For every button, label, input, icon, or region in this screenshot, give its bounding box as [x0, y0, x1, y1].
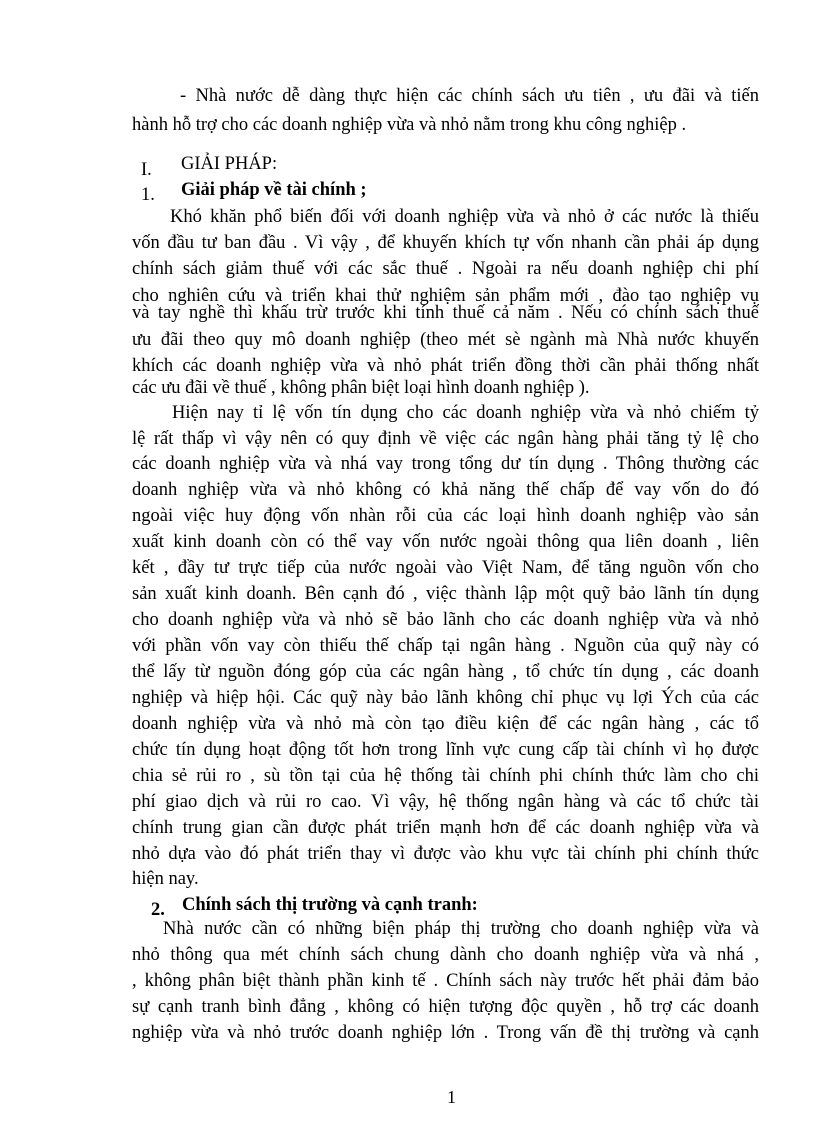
paragraph-line: các ưu đãi về thuế , không phân biệt loại hình doanh nghiệp ).: [132, 378, 590, 398]
intro-line: hành hỗ trợ cho các doanh nghiệp vừa và nhỏ nằm trong khu công nghiệp .: [132, 115, 687, 135]
paragraph-line: chính trung gian cần được phát triển mạnh hơn để các doanh nghiệp vừa và: [132, 818, 759, 838]
paragraph-line: lệ rất thấp vì vậy nên có quy định về việc các ngân hàng phải tăng tỷ lệ cho: [132, 429, 759, 449]
page-number: 1: [447, 1087, 456, 1107]
paragraph-line: sự cạnh tranh bình đẳng , không có hiện tượng độc quyền , hỗ trợ các doanh: [132, 997, 759, 1017]
intro-line: - Nhà nước dễ dàng thực hiện các chính sách ưu tiên , ưu đãi và tiến: [180, 86, 759, 106]
paragraph-line: chính sách giảm thuế với các sắc thuế . Ngoài ra nếu doanh nghiệp chi phí: [132, 259, 759, 279]
section-title: GIẢI PHÁP:: [181, 154, 278, 174]
paragraph-line: các doanh nghiệp vừa và nhá vay trong tổng dư tín dụng . Thông thường các: [132, 454, 759, 474]
paragraph-line: sản xuất kinh doanh. Bên cạnh đó , việc thành lập một quỹ bảo lãnh tín dụng: [132, 584, 759, 604]
paragraph-line: Hiện nay tỉ lệ vốn tín dụng cho các doanh nghiệp vừa và nhỏ chiếm tỷ: [172, 403, 759, 423]
paragraph-line: , không phân biệt thành phần kinh tế . Chính sách này trước hết phải đảm bảo: [132, 971, 759, 991]
paragraph-line: ngoài việc huy động vốn nhàn rỗi của các loại hình doanh nghiệp vào sản: [132, 506, 759, 526]
paragraph-line: vốn đầu tư ban đầu . Vì vậy , để khuyến khích tự vốn nhanh cần phải áp dụng: [132, 233, 759, 253]
paragraph-line: nghiệp vừa và nhỏ trước doanh nghiệp lớn . Trong vấn đề thị trường và cạnh: [132, 1023, 759, 1043]
paragraph-line: nhỏ dựa vào đó phát triển thay vì được vào khu vực tài chính phi chính thức: [132, 844, 759, 864]
section-number: 1.: [141, 185, 155, 205]
paragraph-line: cho doanh nghiệp vừa và nhỏ sẽ bảo lãnh cho các doanh nghiệp vừa và nhỏ: [132, 610, 759, 630]
paragraph-line: hiện nay.: [132, 869, 199, 889]
paragraph-line: Khó khăn phổ biến đối với doanh nghiệp vừa và nhỏ ở các nước là thiếu: [170, 207, 759, 227]
paragraph-line: chức tín dụng hoạt động tốt hơn trong lĩnh vực cung cấp tài chính vì họ được: [132, 740, 759, 760]
paragraph-line: nhỏ thông qua mét chính sách chung dành cho doanh nghiệp vừa và nhá ,: [132, 945, 759, 965]
paragraph-line: và tay nghề thì khấu trừ trước khi tính thuế cả năm . Nếu có chính sách thuế: [132, 303, 759, 323]
paragraph-line: cho nghiên cứu và triển khai thử nghiệm sản phẩm mới , đào tạo nghiệp vụ: [132, 286, 759, 306]
paragraph-line: Nhà nước cần có những biện pháp thị trường cho doanh nghiệp vừa và: [163, 919, 759, 939]
paragraph-line: thể lấy từ nguồn đóng góp của các ngân hàng , tổ chức tín dụng , các doanh: [132, 662, 759, 682]
paragraph-line: chia sẻ rủi ro , sù tồn tại của hệ thống tài chính phi chính thức làm cho chi: [132, 766, 759, 786]
paragraph-line: phí giao dịch và rủi ro cao. Vì vậy, hệ thống ngân hàng và các tổ chức tài: [132, 792, 759, 812]
paragraph-line: với phần vốn vay còn thiếu thế chấp tại ngân hàng . Nguồn của quỹ này có: [132, 636, 759, 656]
section-title: Giải pháp về tài chính ;: [181, 180, 367, 200]
paragraph-line: khích các doanh nghiệp vừa và nhỏ phát triển đồng thời cần phải thống nhất: [132, 356, 759, 376]
paragraph-line: ưu đãi theo quy mô doanh nghiệp (theo mét sè ngành mà Nhà nước khuyến: [132, 330, 759, 350]
section-number: 2.: [151, 900, 165, 920]
paragraph-line: doanh nghiệp vừa và nhỏ mà còn tạo điều kiện để các ngân hàng , các tổ: [132, 714, 759, 734]
section-number: I.: [141, 160, 152, 180]
paragraph-line: xuất kinh doanh còn có thể vay vốn nước ngoài thông qua liên doanh , liên: [132, 532, 759, 552]
paragraph-line: kết , đầy tư trực tiếp của nước ngoài vào Việt Nam, để tăng nguồn vốn cho: [132, 558, 759, 578]
section-title: Chính sách thị trường và cạnh tranh:: [182, 895, 478, 915]
paragraph-line: nghiệp và hiệp hội. Các quỹ này bảo lãnh không chỉ phục vụ lợi Ých của các: [132, 688, 759, 708]
paragraph-line: doanh nghiệp vừa và nhỏ không có khả năng thế chấp để vay vốn do đó: [132, 480, 759, 500]
